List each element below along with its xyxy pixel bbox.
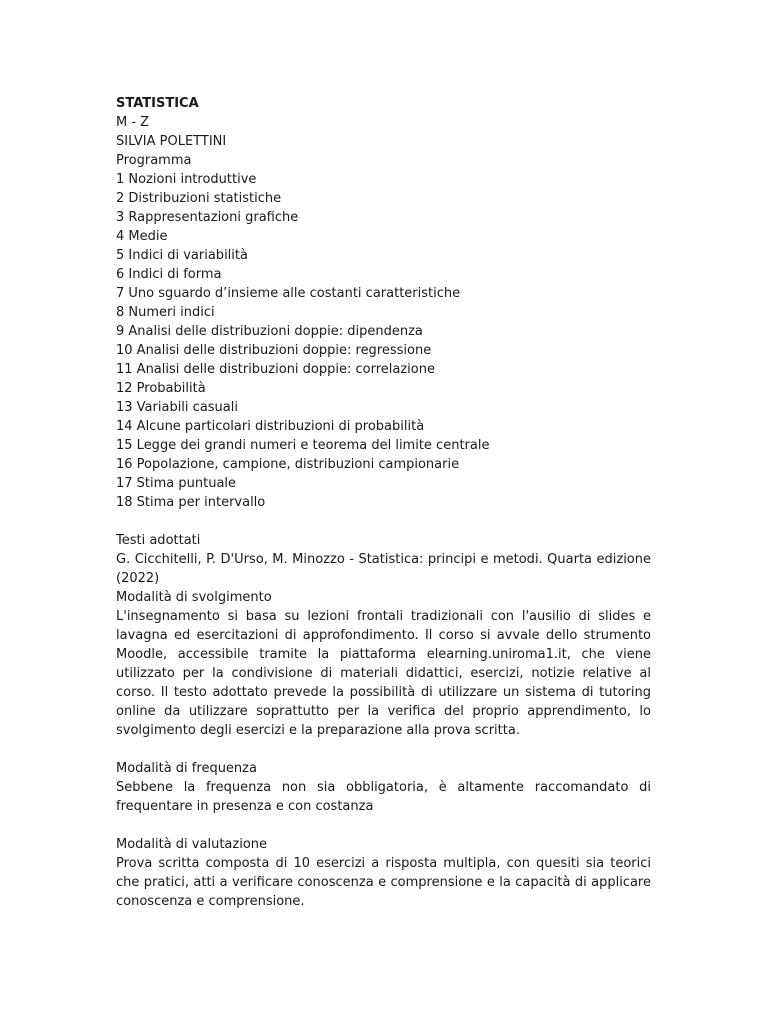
program-item: 7 Uno sguardo d’insieme alle costanti caratteristiche <box>116 286 461 301</box>
program-item: 11 Analisi delle distribuzioni doppie: correlazione <box>116 362 435 377</box>
teacher-name: SILVIA POLETTINI <box>116 134 227 149</box>
program-list <box>116 170 651 512</box>
document-page <box>116 94 651 911</box>
program-item: 5 Indici di variabilità <box>116 248 248 263</box>
program-item: 14 Alcune particolari distribuzioni di probabilità <box>116 419 425 434</box>
student-range: M - Z <box>116 115 150 130</box>
program-item: 9 Analisi delle distribuzioni doppie: dipendenza <box>116 324 423 339</box>
program-item: 1 Nozioni introduttive <box>116 172 257 187</box>
program-item: 6 Indici di forma <box>116 267 222 282</box>
texts-heading: Testi adottati <box>116 533 201 548</box>
attendance-heading: Modalità di frequenza <box>116 761 257 776</box>
spacer <box>116 816 651 835</box>
program-item: 18 Stima per intervallo <box>116 495 266 510</box>
program-item: 10 Analisi delle distribuzioni doppie: regressione <box>116 343 432 358</box>
assessment-body: Prova scritta composta di 10 esercizi a risposta multipla, con quesiti sia teorici che pratici, atti a verificare conoscenza e comprensione e la capacità di applicare conoscenza e comprensione. <box>116 856 651 909</box>
program-item: 17 Stima puntuale <box>116 476 237 491</box>
program-item: 2 Distribuzioni statistiche <box>116 191 282 206</box>
attendance-body: Sebbene la frequenza non sia obbligatoria, è altamente raccomandato di frequentare in presenza e con costanza <box>116 780 651 814</box>
program-item: 8 Numeri indici <box>116 305 215 320</box>
spacer <box>116 740 651 759</box>
textbook-reference: G. Cicchitelli, P. D'Urso, M. Minozzo - Statistica: principi e metodi. Quarta edizione (2022) <box>116 552 651 586</box>
program-item: 15 Legge dei grandi numeri e teorema del limite centrale <box>116 438 490 453</box>
program-item: 12 Probabilità <box>116 381 206 396</box>
delivery-body: L'insegnamento si basa su lezioni frontali tradizionali con l'ausilio di slides e lavagna ed esercitazioni di approfondimento. Il corso si avvale dello strumento Moodle, accessibile tramite la piattaforma elearning.uniroma1.it, che viene utilizzato per la condivisione di materiali didattici, esercizi, notizie relative al corso. Il testo adottato prevede la possibilità di utilizzare un sistema di tutoring online da utilizzare soprattutto per la verifica del proprio apprendimento, lo svolgimento degli esercizi e la preparazione alla prova scritta. <box>116 609 651 738</box>
program-item: 13 Variabili casuali <box>116 400 238 415</box>
program-item: 4 Medie <box>116 229 168 244</box>
program-item: 3 Rappresentazioni grafiche <box>116 210 299 225</box>
program-heading: Programma <box>116 153 192 168</box>
course-title: STATISTICA <box>116 96 199 111</box>
spacer <box>116 512 651 531</box>
program-item: 16 Popolazione, campione, distribuzioni campionarie <box>116 457 460 472</box>
assessment-heading: Modalità di valutazione <box>116 837 268 852</box>
delivery-heading: Modalità di svolgimento <box>116 590 272 605</box>
